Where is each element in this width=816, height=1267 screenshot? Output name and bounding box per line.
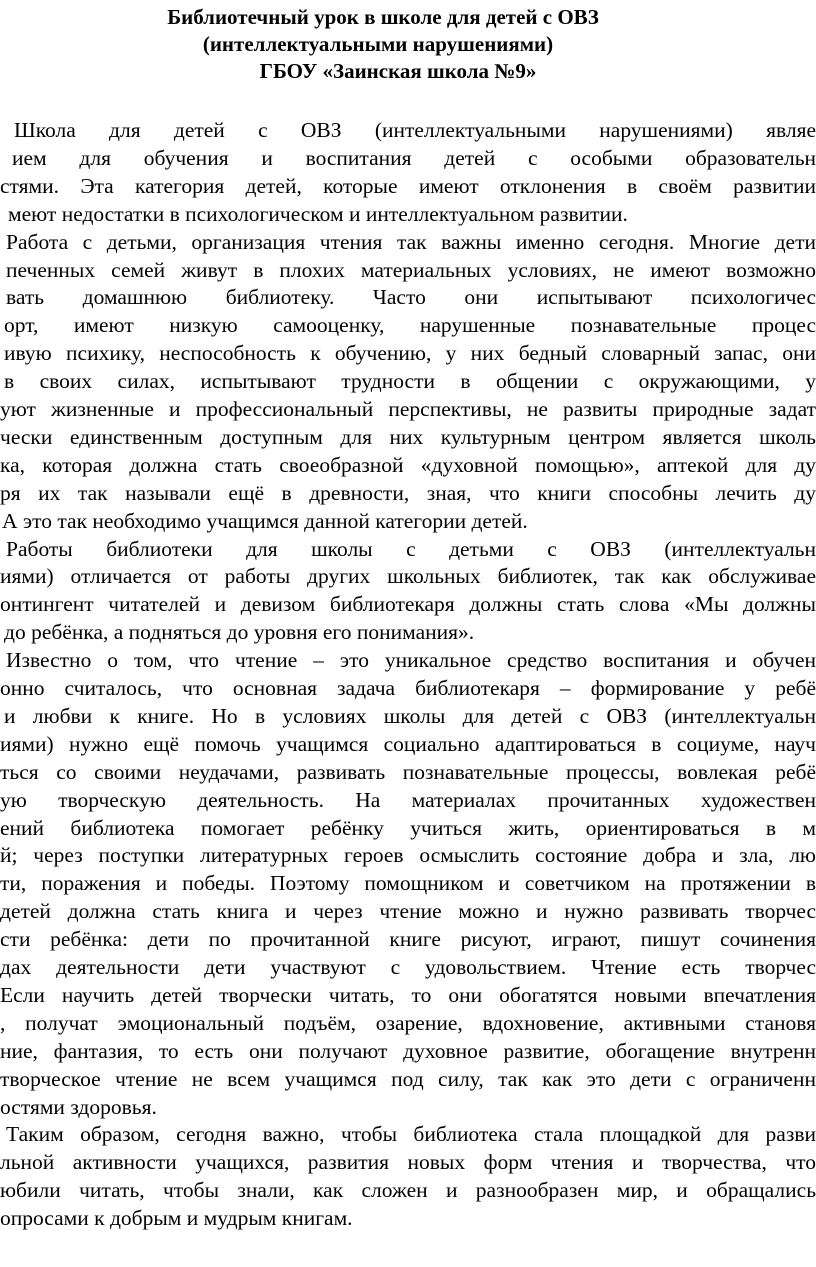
text-line: Работы библиотеки для школы с детьми с ОВЗ (интеллектуальн (6, 536, 816, 561)
text-line: уют жизненные и профессиональный перспективы, не развиты природные задат (0, 397, 816, 421)
text-line: ря их так называли ещё в древности, зная, что книги способны лечить ду (0, 480, 816, 505)
text-line: и любви к книге. Но в условиях школы для детей с ОВЗ (интеллектуальн (4, 703, 816, 728)
title-line-3: ГБОУ «Заинская школа №9» (259, 59, 537, 83)
text-line: иями) отличается от работы других школьных библиотек, так как обслуживае (0, 564, 816, 589)
text-line: Таким образом, сегодня важно, чтобы библиотека стала площадкой для разви (6, 1122, 816, 1147)
text-line: й; через поступки литературных героев осмыслить состояние добра и зла, лю (0, 843, 816, 868)
text-line: юбили читать, чтобы знали, как сложен и разнообразен мир, и обращались (0, 1178, 816, 1203)
text-line: ений библиотека помогает ребёнку учиться жить, ориентироваться в м (0, 815, 816, 840)
text-line: опросами к добрым и мудрым книгам. (0, 1206, 353, 1231)
title-line-1: Библиотечный урок в школе для детей с ОВЗ (167, 5, 599, 29)
text-line: ка, которая должна стать своеобразной «духовной помощью», аптекой для ду (0, 452, 816, 477)
text-line: стями. Эта категория детей, которые имеют отклонения в своём развитии (0, 173, 816, 198)
text-line: дах деятельности дети участвуют с удовольствием. Чтение есть творчес (0, 955, 816, 979)
text-line: орт, имеют низкую самооценку, нарушенные познавательные процес (4, 313, 816, 338)
text-line: ние, фантазия, то есть они получают духовное развитие, обогащение внутренн (0, 1038, 816, 1063)
text-line: до ребёнка, а подняться до уровня его понимания». (4, 620, 475, 645)
text-line: ти, поражения и победы. Поэтому помощником и советчиком на протяжении в (0, 871, 816, 896)
text-line: Школа для детей с ОВЗ (интеллектуальными нарушениями) являе (14, 118, 816, 142)
text-line: ую творческую деятельность. На материалах прочитанных художествен (0, 787, 816, 812)
text-line: Если научить детей творчески читать, то они обогатятся новыми впечатления (0, 982, 816, 1007)
text-line: вать домашнюю библиотеку. Часто они испытывают психологичес (6, 285, 816, 310)
text-line: сти ребёнка: дети по прочитанной книге рисуют, играют, пишут сочинения (0, 927, 816, 952)
text-line: ивую психику, неспособность к обучению, у них бедный словарный запас, они (4, 341, 816, 366)
text-line: онтингент читателей и девизом библиотекаря должны стать слова «Мы должны (0, 592, 816, 617)
text-line: меют недостатки в психологическом и интеллектуальном развитии. (8, 201, 628, 226)
text-line: остями здоровья. (0, 1094, 157, 1119)
text-line: иями) нужно ещё помочь учащимся социально адаптироваться в социуме, науч (0, 731, 816, 756)
text-line: онно считалось, что основная задача библиотекаря – формирование у ребё (0, 676, 816, 700)
text-line: детей должна стать книга и через чтение можно и нужно развивать творчес (0, 899, 816, 924)
text-line: ием для обучения и воспитания детей с особыми образовательн (12, 145, 816, 170)
text-line: , получат эмоциональный подъём, озарение, вдохновение, активными становя (0, 1010, 816, 1035)
text-line: льной активности учащихся, развития новых форм чтения и творчества, что (0, 1150, 816, 1175)
text-line: Известно о том, что чтение – это уникальное средство воспитания и обучен (6, 648, 816, 673)
text-line: чески единственным доступным для них культурным центром является школь (0, 424, 816, 449)
title-line-2: (интеллектуальными нарушениями) (202, 32, 554, 56)
text-line: печенных семей живут в плохих материальных условиях, не имеют возможно (6, 257, 816, 282)
text-line: творческое чтение не всем учащимся под силу, так как это дети с ограниченн (0, 1066, 816, 1091)
document-title (0, 4, 816, 85)
text-line: Работа с детьми, организация чтения так важны именно сегодня. Многие дети (6, 229, 816, 254)
text-line: А это так необходимо учащимся данной категории детей. (2, 508, 528, 533)
text-line: ться со своими неудачами, развивать познавательные процессы, вовлекая ребё (0, 759, 816, 784)
text-line: в своих силах, испытывают трудности в общении с окружающими, у (4, 369, 816, 394)
